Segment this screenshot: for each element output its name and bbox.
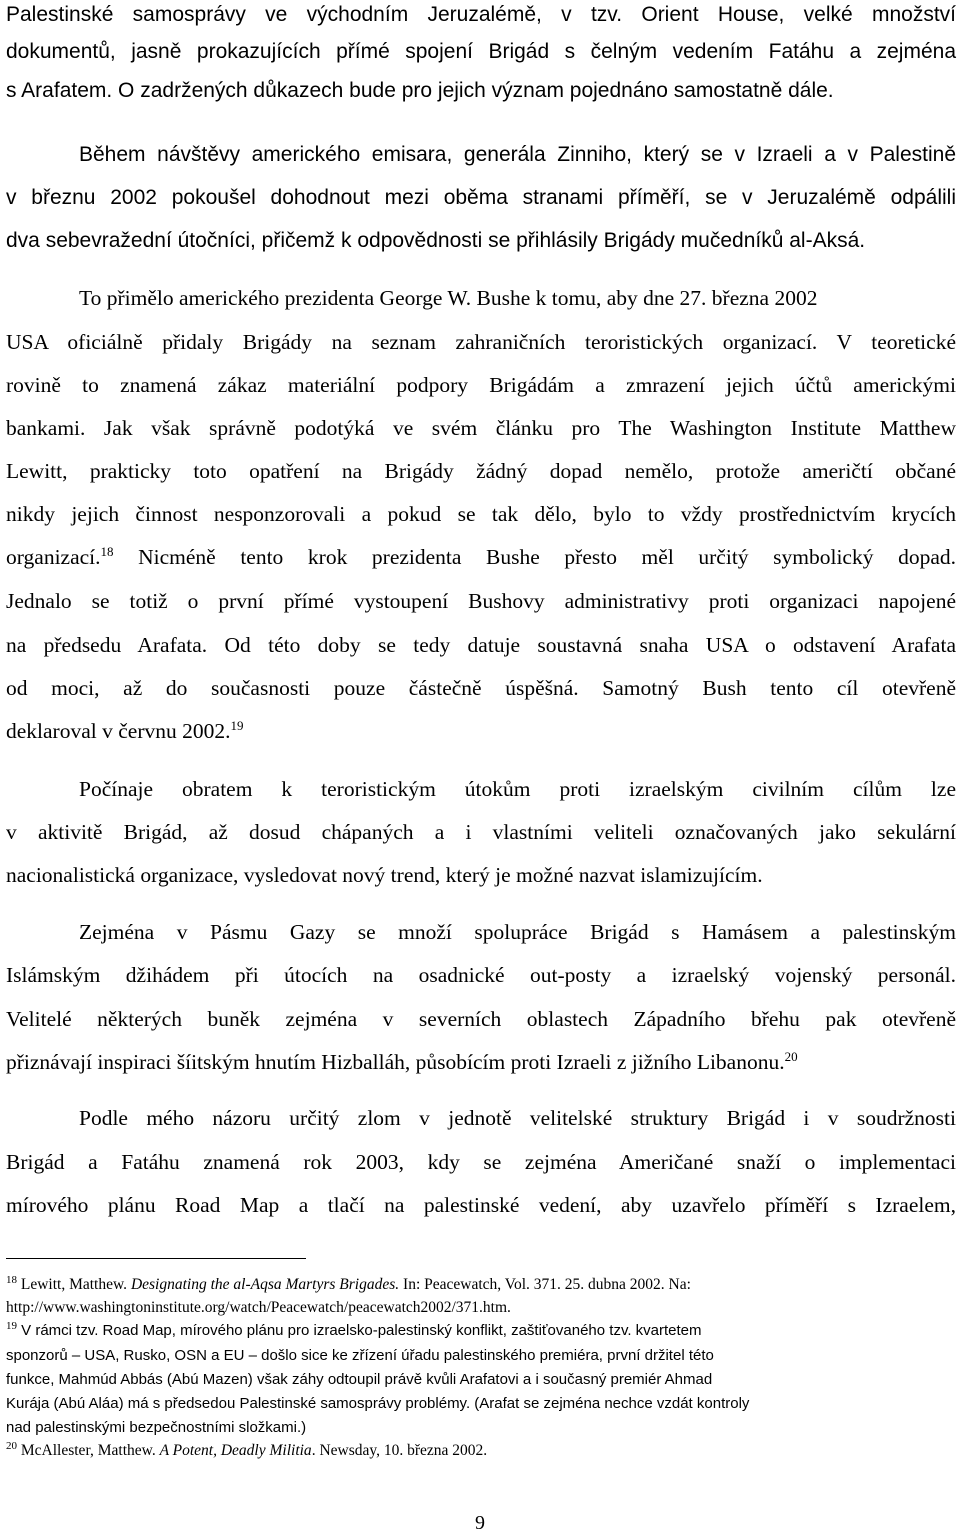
- body-line: [6, 1047, 956, 1077]
- body-line: v aktivitě Brigád, až dosud chápaných a i vlastními veliteli označovaných jako sekulární: [6, 820, 956, 844]
- body-line: s Arafatem. O zadržených důkazech bude pro jejich význam pojednáno samostatně dále.: [6, 79, 834, 102]
- footnote-line: nad palestinskými bezpečnostními složkami.): [6, 1419, 307, 1436]
- body-line: Během návštěvy amerického emisara, generála Zinniho, který se v Izraeli a v Palestině: [79, 143, 956, 166]
- footnote-20: [6, 1440, 956, 1461]
- body-line: Palestinské samosprávy ve východním Jeruzalémě, v tzv. Orient House, velké množství: [6, 3, 956, 26]
- body-line: nacionalistická organizace, vysledovat nový trend, který je možné nazvat islamizujícím.: [6, 863, 763, 887]
- body-line: Islámským džihádem při útocích na osadnické out-posty a izraelský vojenský personál.: [6, 963, 956, 987]
- footnote-18: [6, 1274, 956, 1295]
- text-span: přiznávají inspiraci šíitským hnutím Hizballáh, působícím proti Izraeli z jižního Libanonu.: [6, 1050, 785, 1074]
- footnote-title: A Potent, Deadly Militia: [159, 1442, 312, 1459]
- footnote-ref: 18: [100, 543, 114, 559]
- body-line: [6, 542, 956, 572]
- footnote-line: funkce, Mahmúd Abbás (Abú Mazen) však záhy odtoupil právě kvůli Arafatovi a i současný premiér Ahmad: [6, 1371, 713, 1388]
- body-line: od moci, až do současnosti pouze částečně úspěšná. Samotný Bush tento cíl otevřeně: [6, 676, 956, 700]
- body-line: mírového plánu Road Map a tlačí na palestinské vedení, aby uzavřelo příměří s Izraelem,: [6, 1193, 956, 1217]
- text-span: Nicméně tento krok prezidenta Bushe přesto měl určitý symbolický dopad.: [113, 545, 956, 569]
- body-line: dokumentů, jasně prokazujících přímé spojení Brigád s čelným vedením Fatáhu a zejména: [6, 40, 956, 63]
- footnote-separator: [6, 1258, 306, 1259]
- footnote-18-url: http://www.washingtoninstitute.org/watch/Peacewatch/peacewatch2002/371.htm.: [6, 1299, 511, 1316]
- text-span: Lewitt, Matthew.: [17, 1276, 131, 1293]
- text-span: In: Peacewatch, Vol. 371. 25. dubna 2002. Na:: [399, 1276, 691, 1293]
- text-span: V rámci tzv. Road Map, mírového plánu pro izraelsko-palestinský konflikt, zaštiťovaného tzv. kvartetem: [17, 1322, 702, 1339]
- footnote-ref: 19: [230, 717, 244, 733]
- body-line: Podle mého názoru určitý zlom v jednotě velitelské struktury Brigád i v soudržnosti: [79, 1106, 956, 1130]
- body-line: rovině to znamená zákaz materiální podpory Brigádám a zmrazení jejich účtů americkými: [6, 373, 956, 397]
- body-line: na předsedu Arafata. Od této doby se tedy datuje soustavná snaha USA o odstavení Arafata: [6, 633, 956, 657]
- body-line: USA oficiálně přidaly Brigády na seznam zahraničních teroristických organizací. V teoretické: [6, 330, 956, 354]
- body-line: Velitelé některých buněk zejména v severních oblastech Západního břehu pak otevřeně: [6, 1007, 956, 1031]
- body-line: bankami. Jak však správně podotýká ve svém článku pro The Washington Institute Matthew: [6, 416, 956, 440]
- text-span: . Newsday, 10. března 2002.: [311, 1442, 488, 1459]
- body-line: Brigád a Fatáhu znamená rok 2003, kdy se zejména Američané snaží o implementaci: [6, 1150, 956, 1174]
- footnote-19: [6, 1320, 956, 1341]
- body-line: To přimělo amerického prezidenta George W. Bushe k tomu, aby dne 27. března 2002: [79, 286, 818, 310]
- body-line: Jednalo se totiž o první přímé vystoupení Bushovy administrativy proti organizaci napojené: [6, 589, 956, 613]
- body-line: Počínaje obratem k teroristickým útokům proti izraelským civilním cílům lze: [79, 777, 956, 801]
- footnote-line: Kurája (Abú Aláa) má s předsedou Palestinské samosprávy problémy. (Arafat se zejména nechce vzdát kontroly: [6, 1395, 750, 1412]
- footnote-line: sponzorů – USA, Rusko, OSN a EU – došlo sice ke zřízení úřadu palestinského premiéra, první držitel této: [6, 1347, 714, 1364]
- footnote-number: 20: [6, 1439, 17, 1452]
- body-line: [6, 716, 956, 746]
- footnote-number: 18: [6, 1273, 17, 1286]
- body-line: Lewitt, prakticky toto opatření na Brigády žádný dopad nemělo, protože američtí občané: [6, 459, 956, 483]
- text-span: McAllester, Matthew.: [17, 1442, 160, 1459]
- footnote-number: 19: [6, 1319, 17, 1332]
- page-number: 9: [475, 1512, 485, 1534]
- text-span: organizací.: [6, 545, 101, 569]
- body-line: Zejména v Pásmu Gazy se množí spolupráce Brigád s Hamásem a palestinským: [79, 920, 956, 944]
- body-line: dva sebevražední útočníci, přičemž k odpovědnosti se přihlásily Brigády mučedníků al-Aksá.: [6, 229, 866, 252]
- text-span: deklaroval v červnu 2002.: [6, 719, 231, 743]
- footnote-title: Designating the al-Aqsa Martyrs Brigades.: [130, 1276, 400, 1293]
- body-line: v březnu 2002 pokoušel dohodnout mezi oběma stranami příměří, se v Jeruzalémě odpálili: [6, 186, 956, 209]
- body-line: nikdy jejich činnost nesponzorovali a pokud se tak dělo, bylo to vždy prostřednictvím krycích: [6, 502, 956, 526]
- footnote-ref: 20: [784, 1048, 798, 1064]
